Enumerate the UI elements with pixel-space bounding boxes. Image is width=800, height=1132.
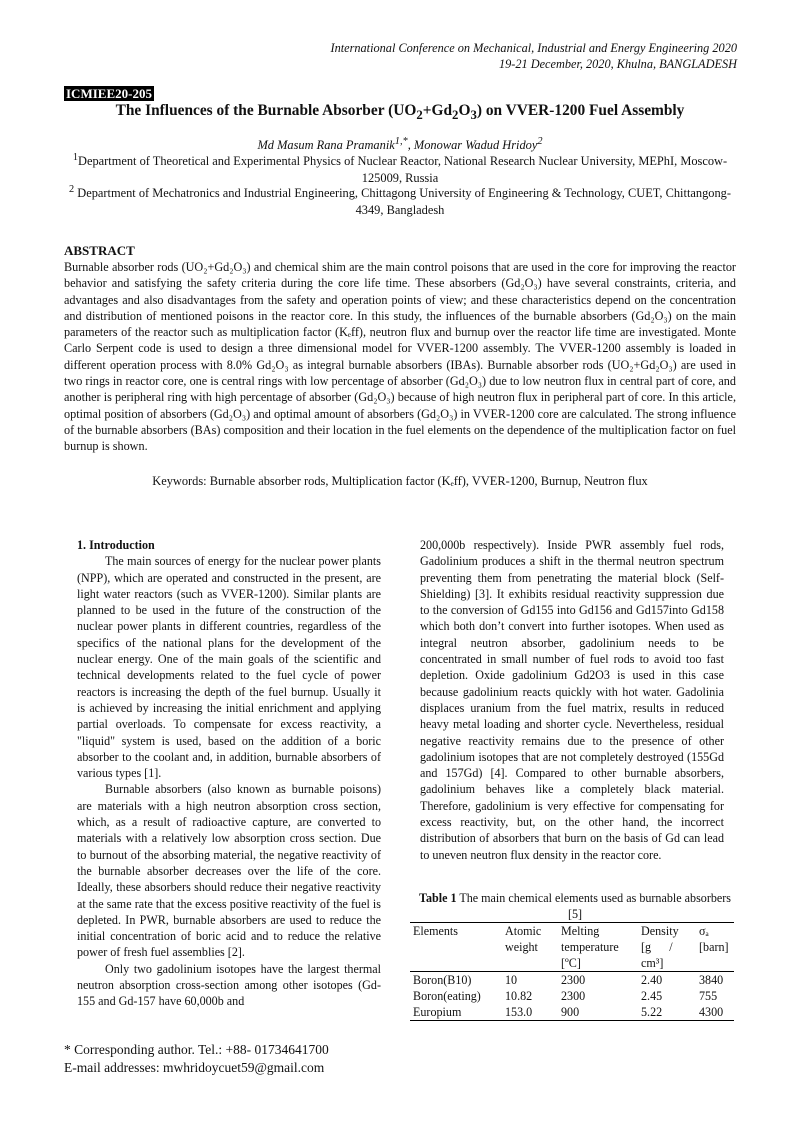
paper-id-badge: ICMIEE20-205: [66, 86, 152, 101]
conference-dates: 19-21 December, 2020, Khulna, BANGLADESH: [498, 57, 737, 71]
affiliation-1: $^1$Department of Theoretical and Experimental Physics of Nuclear Reactor, National Research Nuclear University, MEPhI, Moscow-125009, Russia: [72, 152, 728, 185]
table-cell: 3840: [699, 973, 724, 987]
table-cell: 2300: [561, 989, 586, 1003]
table-header-cell: Atomic weight: [505, 924, 542, 954]
table-cell: 900: [561, 1005, 580, 1019]
authors: Md Masum Rana Pramanik$^{1,*}$, Monowar Wadud Hridoy$^2$: [257, 136, 543, 153]
table-row: [410, 988, 734, 1004]
intro-paragraph-2: Burnable absorbers (also known as burnable poisons) are materials with a high neutron absorption cross section, which, as a result of radioactive capture, are converted to materials with a relatively low absorption cross section. Due to burnout of the absorbing material, the negative reactivity of the burnable absorber decreases over the life of the core. Ideally, these absorbers should reduce their negative reactivity at the same rate that the excess positive reactivity of the fuel is depleted. In PWR, burnable absorbers are used to reduce the initial concentration of boric acid and to reduce the relative power of fresh fuel assemblies [2].: [77, 782, 381, 960]
keywords: Keywords: Burnable absorber rods, Multiplication factor (Kₑff), VVER-1200, Burnup, Neutron flux: [152, 474, 648, 488]
affiliation-2: $^2$ Department of Mechatronics and Industrial Engineering, Chittagong University of Engineering & Technology, CUET, Chittangong-4349, Bangladesh: [68, 184, 731, 217]
table-header-cell: Melting temperature [ºC]: [561, 924, 619, 970]
table-cell: 4300: [699, 1005, 724, 1019]
table-cell: Boron(B10): [413, 973, 472, 987]
abstract-body: Burnable absorber rods (UO₂+Gd₂O₃) and chemical shim are the main control poisons that are used in the core for improving the reactor behavior and satisfying the safety criteria during the core life time. These absorbers (Gd₂O₃) have several constraints, criteria, and advantages and also disadvantages from the safety and operation points of view; and these characteristics depend on the concentration and distribution of mentioned poisons in the reactor core. In this study, the influences of the burnable absorbers (Gd₂O₃) on the main parameters of the reactor such as multiplication factor (Kₑff), neutron flux and burnup over the reactor life time are investigated. Monte Carlo Serpent code is used to design a three dimensional model for VVER-1200 assembly. The VVER-1200 assembly is loaded in different operation process with 8.0% Gd₂O₃ as integral burnable absorbers (IBAs). Burnable absorber rods (UO₂+Gd₂O₃) are used in two rings in reactor core, one is central rings with low percentage of absorber (Gd₂O₃) due to low neutron flux in central part of core, and another is peripheral ring with high percentage of absorber (Gd₂O₃) because of high neutron flux in peripheral part of core. In this article, optimal position of absorbers (Gd₂O₃) and optimal amount of absorbers (Gd₂O₃) in VVER-1200 core are calculated. The strong influence of the burnable absorbers (BAs) composition and their location in the fuel elements on the dependence of the multiplication factor on fuel burnup is shown.: [64, 260, 736, 454]
table-cell: 153.0: [505, 1005, 533, 1019]
table-cell: 10: [505, 973, 518, 987]
table-cell: 2.40: [641, 973, 663, 987]
table-cell: Boron(eating): [413, 989, 481, 1003]
table-row: [410, 972, 734, 989]
intro-paragraph-3: Only two gadolinium isotopes have the largest thermal neutron absorption cross-section among other isotopes (Gd-155 and Gd-157 have 60,000b and: [77, 961, 381, 1009]
corresponding-author-footnote: [64, 1041, 329, 1077]
table-row: [410, 1004, 734, 1021]
paper-title: The Influences of the Burnable Absorber $(UO_2+Gd_2O_3)$ on VVER-1200 Fuel Assembly: [115, 102, 685, 123]
table-1: [410, 922, 734, 1021]
intro-paragraph-1: The main sources of energy for the nuclear power plants (NPP), which are operated and constructed in the present, are light water reactors (such as VVER-1200). Similar plants are planned to be used in the future of the construction of the nuclear power plants in different countries, regardless of the specifics of the national plans for the development of the nuclear energy. One of the main goals of the scientific and technical developments related to the fuel cycle of power reactors is increasing the depth of the fuel burnup. Usually it is achieved by increasing the initial enrichment and applying partial overloads. To compensate for excess reactivity, a "liquid" system is used, based on the addition of a boric absorber to the coolant and, in addition, burnable absorbers of various types [1].: [77, 554, 381, 781]
intro-paragraph-4: 200,000b respectively). Inside PWR assembly fuel rods, Gadolinium produces a shift in the thermal neutron spectrum preventing them from penetrating the material block (Self-Shielding) [3]. It exhibits residual reactivity suppression due to the conversion of Gd155 into Gd156 and Gd157into Gd158 which both don’t convert into further isotopes. When used as integral neutron absorber, gadolinium needs to be concentrated in small number of fuel rods to avoid too fast depletion. Oxide gadolinium Gd2O3 is used in this case because gadolinium reacts quickly with hot water. Gadolinia displaces uranium from the fuel matrix, results in reduced heavy metal loading and shorter cycle. Nevertheless, residual negative reactivity remains due to the presence of other gadolinium isotopes that are not completely destroyed (155Gd and 157Gd) [4]. Compared to other burnable absorbers, gadolinium behaves like a completely black material. Therefore, gadolinium is very effective for compensating for excess reactivity, but, on the other hand, the incorrect distribution of absorbers that burn on the basis of Gd can lead to uneven neutron flux density in the reactor core.: [420, 538, 724, 862]
table-header-cell: Density [g / cm³]: [641, 924, 679, 970]
table-cell: 755: [699, 989, 718, 1003]
table-cell: Europium: [413, 1005, 462, 1019]
table-1-caption: Table 1 The main chemical elements used as burnable absorbers [5]: [418, 891, 731, 921]
conference-name: International Conference on Mechanical, Industrial and Energy Engineering 2020: [330, 41, 737, 55]
left-column: [77, 537, 381, 1010]
abstract-heading: ABSTRACT: [64, 243, 135, 258]
table-header-row: [410, 923, 734, 972]
table-cell: 10.82: [505, 989, 533, 1003]
table-cell: 5.22: [641, 1005, 663, 1019]
table-header-cell: Elements: [413, 924, 459, 938]
footnote-email: E-mail addresses: mwhridoycuet59@gmail.com: [64, 1060, 325, 1075]
footnote-phone: * Corresponding author. Tel.: +88- 01734641700: [64, 1042, 329, 1057]
table-cell: 2300: [561, 973, 586, 987]
table-cell: 2.45: [641, 989, 663, 1003]
section-heading-introduction: 1. Introduction: [77, 538, 155, 552]
right-column: [420, 537, 724, 863]
table-header-cell: σₐ [barn]: [699, 924, 729, 954]
